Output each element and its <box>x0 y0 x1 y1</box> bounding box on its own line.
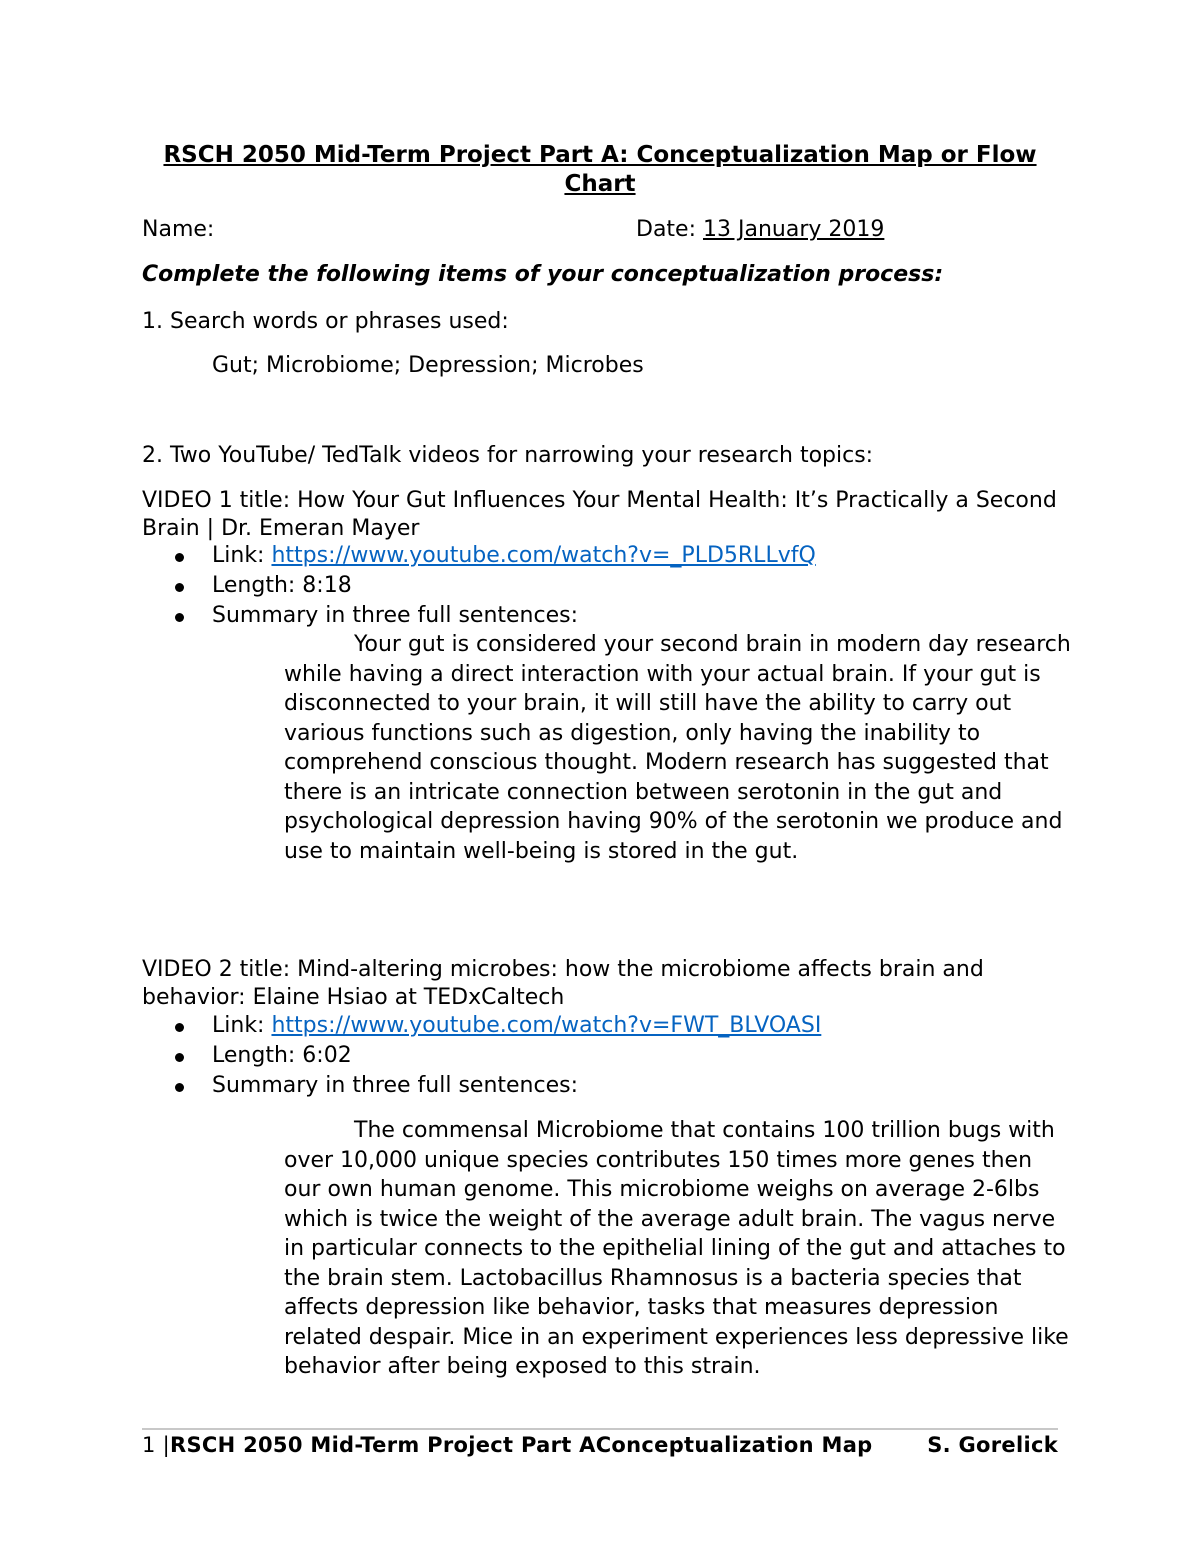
bullet-icon <box>175 1053 184 1062</box>
video-2-link[interactable]: https://www.youtube.com/watch?v=FWT_BLVOASI <box>271 1013 822 1038</box>
page-number: 1 | <box>142 1433 171 1457</box>
instruction-heading: Complete the following items of your conceptualization process: <box>142 262 944 287</box>
footer-author: S. Gorelick <box>927 1433 1058 1457</box>
video-1-length: Length: 8:18 <box>212 573 352 598</box>
video-1-link[interactable]: https://www.youtube.com/watch?v=_PLD5RLLvfQ <box>271 543 816 568</box>
document-title: RSCH 2050 Mid-Term Project Part A: Conceptualization Map or Flow Chart <box>163 142 1037 197</box>
name-label: Name: <box>142 217 215 242</box>
video-2-title: VIDEO 2 title: Mind-altering microbes: how the microbiome affects brain and behavior: Elaine Hsiao at TEDxCaltech <box>142 957 984 1010</box>
bullet-icon <box>175 1023 184 1032</box>
video-1-details <box>142 541 816 631</box>
video-2-length-item <box>142 1041 821 1071</box>
bullet-icon <box>175 613 184 622</box>
date-line <box>636 215 884 244</box>
video-2-details <box>142 1011 821 1101</box>
video-2-summary-label-item <box>142 1071 821 1101</box>
page-footer <box>142 1431 1058 1459</box>
link-label: Link: <box>212 543 272 568</box>
question-2: 2. Two YouTube/ TedTalk videos for narrowing your research topics: <box>142 443 874 468</box>
link-label: Link: <box>212 1013 272 1038</box>
video-1-summary-label-item <box>142 601 816 631</box>
footer-divider <box>142 1428 1058 1430</box>
question-1: 1. Search words or phrases used: <box>142 309 509 334</box>
video-1-link-item <box>142 541 816 571</box>
video-2-summary: The commensal Microbiome that contains 100 trillion bugs with over 10,000 unique species contributes 150 times more genes then our own human genome. This microbiome weighs on average 2-6lbs which is twice the weight of the average adult brain. The vagus nerve in particular connects to the epithelial lining of the gut and attaches to the brain stem. Lactobacillus Rhamnosus is a bacteria species that affects depression like behavior, tasks that measures depression related despair. Mice in an experiment experiences less depressive like behavior after being exposed to this strain. <box>284 1118 1069 1379</box>
video-1-summary: Your gut is considered your second brain in modern day research while having a direct interaction with your actual brain. If your gut is disconnected to your brain, it will still have the ability to carry out various functions such as digestion, only having the inability to comprehend conscious thought. Modern research has suggested that there is an intricate connection between serotonin in the gut and psychological depression having 90% of the serotonin we produce and use to maintain well-being is stored in the gut. <box>284 632 1071 864</box>
bullet-icon <box>175 553 184 562</box>
footer-running-title: RSCH 2050 Mid-Term Project Part AConceptualization Map <box>170 1433 873 1457</box>
video-1-summary-label: Summary in three full sentences: <box>212 603 579 628</box>
date-value: 13 January 2019 <box>703 217 885 242</box>
video-2-length: Length: 6:02 <box>212 1043 352 1068</box>
video-2-link-item <box>142 1011 821 1041</box>
search-keywords: Gut; Microbiome; Depression; Microbes <box>212 353 644 378</box>
bullet-icon <box>175 1083 184 1092</box>
video-1-length-item <box>142 571 816 601</box>
bullet-icon <box>175 583 184 592</box>
video-2-summary-label: Summary in three full sentences: <box>212 1073 579 1098</box>
video-1-title: VIDEO 1 title: How Your Gut Influences Your Mental Health: It’s Practically a Second Brain | Dr. Emeran Mayer <box>142 488 1057 541</box>
footer-left <box>142 1431 873 1459</box>
date-label: Date: <box>636 217 696 242</box>
